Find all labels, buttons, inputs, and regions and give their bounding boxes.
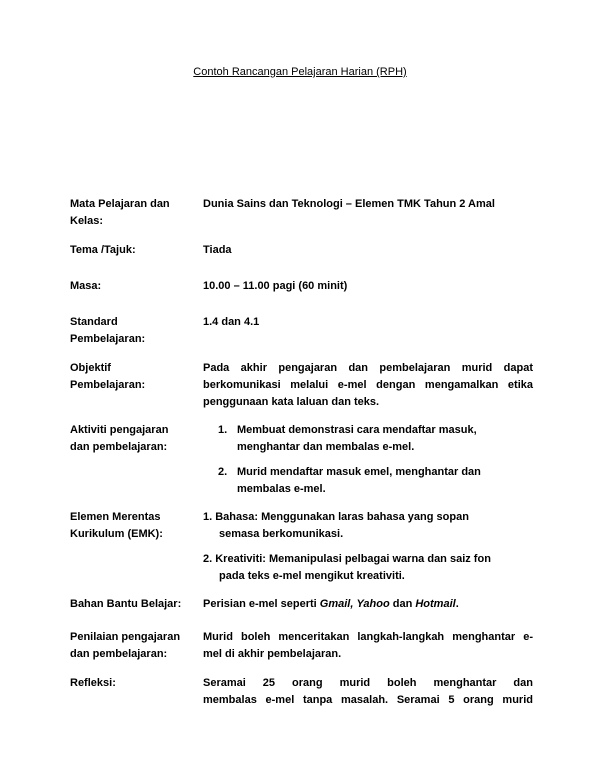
list-item — [203, 509, 533, 543]
value-tema: Tiada — [203, 244, 232, 256]
label-standard — [70, 314, 195, 348]
list-item — [218, 464, 533, 498]
label-line: Aktiviti pengajaran — [70, 424, 169, 436]
list-line: 1. Bahasa: Menggunakan laras bahasa yang sopan — [203, 511, 469, 523]
label-aktiviti — [70, 422, 195, 456]
label-line: Kurikulum (EMK): — [70, 528, 163, 540]
label-line: dan pembelajaran: — [70, 441, 168, 453]
value-line: mel di akhir pembelajaran. — [203, 648, 342, 660]
value-line: penggunaan kata laluan dan teks. — [203, 396, 380, 408]
label-line: Kelas: — [70, 215, 104, 227]
value-masa: 10.00 – 11.00 pagi (60 minit) — [203, 280, 348, 292]
value-penilaian — [203, 629, 533, 663]
value-line: berkomunikasi melalui e-mel dengan mengamalkan etika — [203, 379, 533, 391]
value-refleksi — [203, 675, 533, 709]
label-emk — [70, 509, 195, 543]
list-line: Membuat demonstrasi cara mendaftar masuk, — [237, 424, 477, 436]
label-mata-pelajaran — [70, 196, 195, 230]
list-line: membalas e-mel. — [237, 483, 326, 495]
value-text-yahoo: Yahoo — [356, 598, 390, 610]
value-line: membalas e-mel tanpa masalah. Seramai 5 orang murid — [203, 694, 533, 706]
list-text — [237, 464, 533, 498]
document-title: Contoh Rancangan Pelajaran Harian (RPH) — [193, 66, 407, 78]
label-line: Penilaian pengajaran — [70, 631, 181, 643]
label-line: Elemen Merentas — [70, 511, 161, 523]
value-text: dan — [389, 598, 416, 610]
value-standard: 1.4 dan 4.1 — [203, 316, 260, 328]
list-line: pada teks e-mel mengikut kreativiti. — [219, 570, 405, 582]
value-text: Perisian e-mel seperti — [203, 598, 320, 610]
value-mata-pelajaran: Dunia Sains dan Teknologi – Elemen TMK Tahun 2 Amal — [203, 198, 495, 210]
value-emk — [203, 509, 533, 585]
value-bahan — [203, 596, 533, 613]
label-line: Standard — [70, 316, 118, 328]
list-line: 2. Kreativiti: Memanipulasi pelbagai warna dan saiz fon — [203, 553, 491, 565]
label-line: Pembelajaran: — [70, 333, 146, 345]
value-aktiviti — [203, 422, 533, 498]
list-text — [237, 422, 533, 456]
value-objektif — [203, 360, 533, 411]
value-line: Pada akhir pengajaran dan pembelajaran murid dapat — [203, 362, 533, 374]
value-line: Murid boleh menceritakan langkah-langkah menghantar e- — [203, 631, 533, 643]
list-number: 2. — [218, 466, 228, 478]
label-bahan: Bahan Bantu Belajar: — [70, 598, 182, 610]
value-text-hotmail: Hotmail — [415, 598, 456, 610]
label-masa: Masa: — [70, 280, 102, 292]
value-text: . — [455, 598, 459, 610]
value-line: Seramai 25 orang murid boleh menghantar dan — [203, 677, 533, 689]
label-refleksi: Refleksi: — [70, 677, 116, 689]
list-item — [218, 422, 533, 456]
list-item — [203, 551, 533, 585]
label-penilaian — [70, 629, 195, 663]
list-number: 1. — [218, 424, 228, 436]
label-line: Mata Pelajaran dan — [70, 198, 170, 210]
label-line: Objektif — [70, 362, 111, 374]
label-tema: Tema /Tajuk: — [70, 244, 136, 256]
label-line: Pembelajaran: — [70, 379, 146, 391]
list-line: Murid mendaftar masuk emel, menghantar dan — [237, 466, 481, 478]
list-line: semasa berkomunikasi. — [219, 528, 344, 540]
value-text-gmail: Gmail, — [319, 598, 354, 610]
label-objektif — [70, 360, 195, 394]
list-line: menghantar dan membalas e-mel. — [237, 441, 415, 453]
label-line: dan pembelajaran: — [70, 648, 168, 660]
